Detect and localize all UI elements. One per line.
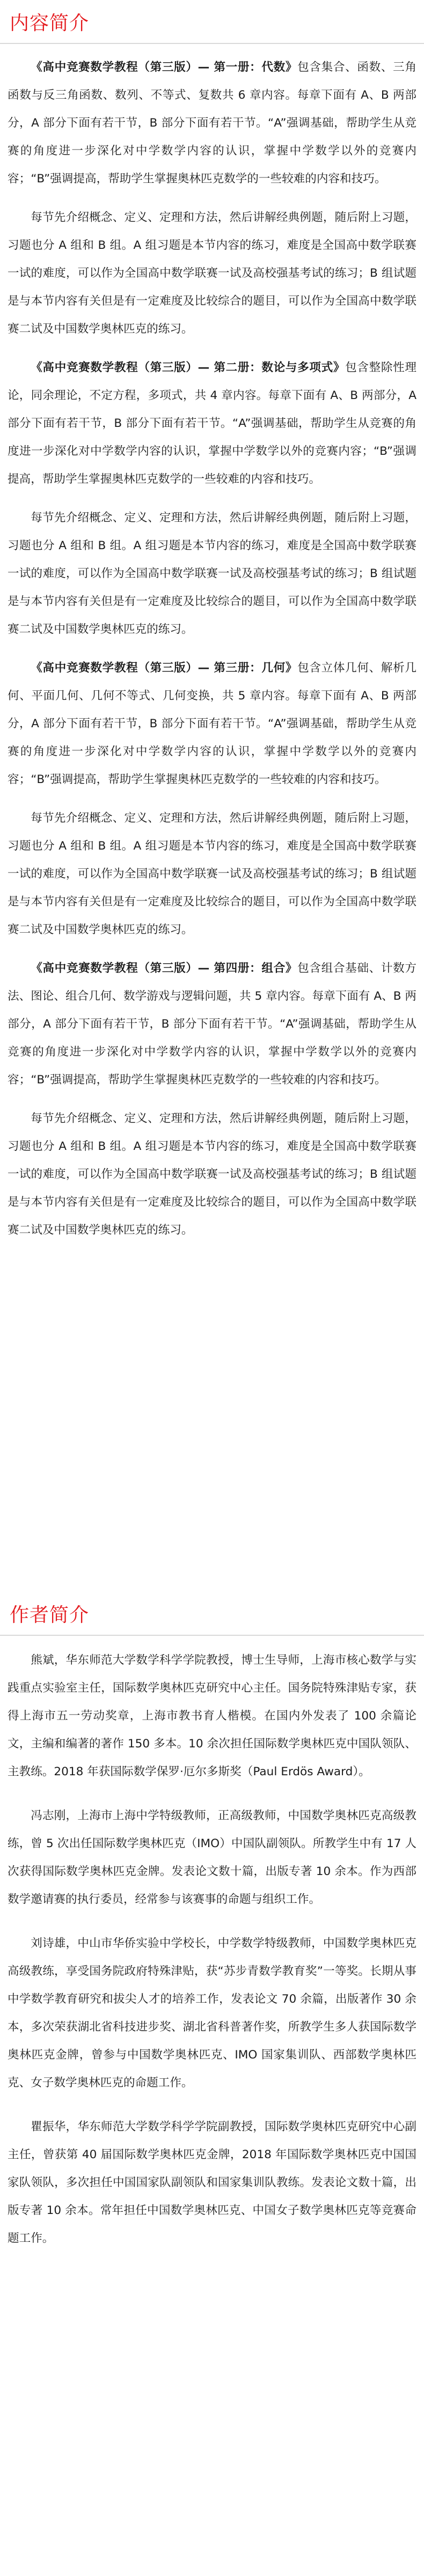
author-intro-heading: 作者简介	[10, 1604, 90, 1626]
section-structure-note: 每节先介绍概念、定义、定理和方法，然后讲解经典例题，随后附上习题，习题也分 A 组和 B 组。A 组习题是本节内容的练习，难度是全国高中数学联赛一试的难度，可以作为全国高中数学联赛一试及高校强基考试的练习；B 组试题是与本节内容有关但是有一定难度及比较综合的题目，可以作为全国高中数学联赛二试及中国数学奥林匹克的练习。	[8, 1112, 416, 1237]
author-bio: 瞿振华，华东师范大学数学科学学院副教授，国际数学奥林匹克研究中心副主任，曾获第 40 届国际数学奥林匹克金牌，2018 年国际数学奥林匹克中国国家队领队，多次担任中国国家队副领队和国家集训队教练。发表论文数十篇，出版专著 10 余本。常年担任中国数学奥林匹克、中国女子数学奥林匹克等竞赛命题工作。	[8, 2120, 416, 2245]
book-title: 《高中竞赛数学教程（第三版）— 第三册：几何》	[31, 661, 298, 675]
book-description	[0, 654, 424, 794]
book-title: 《高中竞赛数学教程（第三版）— 第一册：代数》	[31, 61, 298, 74]
heading-divider	[0, 1635, 424, 1636]
book-description-text: 包含整除性理论，同余理论，不定方程，多项式，共 4 章内容。每章下面有 A、B 两部分，A 部分下面有若干节，B 部分下面有若干节。“A”强调基础，帮助学生从竞赛的角度进一步深化对中学数学内容的认识，掌握中学数学以外的竞赛内容；“B”强调提高，帮助学生掌握奥林匹克数学的一些较难的内容和技巧。	[8, 361, 416, 486]
book-title: 《高中竞赛数学教程（第三版）— 第四册：组合》	[31, 962, 298, 975]
section-structure-note: 每节先介绍概念、定义、定理和方法，然后讲解经典例题，随后附上习题，习题也分 A 组和 B 组。A 组习题是本节内容的练习，难度是全国高中数学联赛一试的难度，可以作为全国高中数学联赛一试及高校强基考试的练习；B 组试题是与本节内容有关但是有一定难度及比较综合的题目，可以作为全国高中数学联赛二试及中国数学奥林匹克的练习。	[8, 211, 416, 336]
book-description	[0, 354, 424, 493]
author-intro-body	[0, 1647, 424, 2253]
content-intro-section	[0, 12, 424, 1255]
content-intro-body	[0, 54, 424, 1244]
book-description-text: 包含组合基础、计数方法、图论、组合几何、数学游戏与逻辑问题，共 5 章内容。每章下面有 A、B 两部分，A 部分下面有若干节，B 部分下面有若干节。“A”强调基础，帮助学生从竞赛的角度进一步深化对中学数学内容的认识，掌握中学数学以外的竞赛内容；“B”强调提高，帮助学生掌握奥林匹克数学的一些较难的内容和技巧。	[8, 962, 416, 1087]
author-bio: 冯志刚，上海市上海中学特级教师，正高级教师，中国数学奥林匹克高级教练，曾 5 次出任国际数学奥林匹克（IMO）中国队副领队。所教学生中有 17 人次获得国际数学奥林匹克金牌。发表论文数十篇，出版专著 10 余本。作为西部数学邀请赛的执行委员，经常参与该赛事的命题与组织工作。	[8, 1809, 416, 1906]
book-description-text: 包含立体几何、解析几何、平面几何、几何不等式、几何变换，共 5 章内容。每章下面有 A、B 两部分，A 部分下面有若干节，B 部分下面有若干节。“A”强调基础，帮助学生从竞赛的角度进一步深化对中学数学内容的认识，掌握中学数学以外的竞赛内容；“B”强调提高，帮助学生掌握奥林匹克数学的一些较难的内容和技巧。	[8, 661, 416, 786]
section-structure-note: 每节先介绍概念、定义、定理和方法，然后讲解经典例题，随后附上习题，习题也分 A 组和 B 组。A 组习题是本节内容的练习，难度是全国高中数学联赛一试的难度，可以作为全国高中数学联赛一试及高校强基考试的练习；B 组试题是与本节内容有关但是有一定难度及比较综合的题目，可以作为全国高中数学联赛二试及中国数学奥林匹克的练习。	[8, 511, 416, 636]
author-intro-section	[0, 1604, 424, 2263]
book-description-text: 包含集合、函数、三角函数与反三角函数、数列、不等式、复数共 6 章内容。每章下面有 A、B 两部分，A 部分下面有若干节，B 部分下面有若干节。“A”强调基础，帮助学生从竞赛的角度进一步深化对中学数学内容的认识，掌握中学数学以外的竞赛内容；“B”强调提高，帮助学生掌握奥林匹克数学的一些较难的内容和技巧。	[8, 61, 416, 186]
author-bio: 刘诗雄，中山市华侨实验中学校长，中学数学特级教师，中国数学奥林匹克高级教练，享受国务院政府特殊津贴，获“苏步青数学教育奖”一等奖。长期从事中学数学教育研究和拔尖人才的培养工作，发表论文 70 余篇，出版著作 30 余本，多次荣获湖北省科技进步奖、湖北省科普著作奖，所教学生多人获国际数学奥林匹克金牌，曾参与中国数学奥林匹克、IMO 国家集训队、西部数学奥林匹克、女子数学奥林匹克的命题工作。	[8, 1937, 416, 2090]
book-description	[0, 54, 424, 193]
book-description	[0, 955, 424, 1094]
heading-divider	[0, 43, 424, 44]
book-title: 《高中竞赛数学教程（第三版）— 第二册：数论与多项式》	[31, 361, 346, 374]
section-structure-note: 每节先介绍概念、定义、定理和方法，然后讲解经典例题，随后附上习题，习题也分 A 组和 B 组。A 组习题是本节内容的练习，难度是全国高中数学联赛一试的难度，可以作为全国高中数学联赛一试及高校强基考试的练习；B 组试题是与本节内容有关但是有一定难度及比较综合的题目，可以作为全国高中数学联赛二试及中国数学奥林匹克的练习。	[8, 811, 416, 936]
content-intro-heading: 内容简介	[10, 12, 90, 34]
author-bio: 熊斌，华东师范大学数学科学学院教授，博士生导师，上海市核心数学与实践重点实验室主任，国际数学奥林匹克研究中心主任。国务院特殊津贴专家，获得上海市五一劳动奖章，上海市教书育人楷模。在国内外发表了 100 余篇论文，主编和编著的著作 150 多本。10 余次担任国际数学奥林匹克中国队领队、主教练。2018 年获国际数学保罗·厄尔多斯奖（Paul Erdös Award）。	[8, 1654, 416, 1778]
